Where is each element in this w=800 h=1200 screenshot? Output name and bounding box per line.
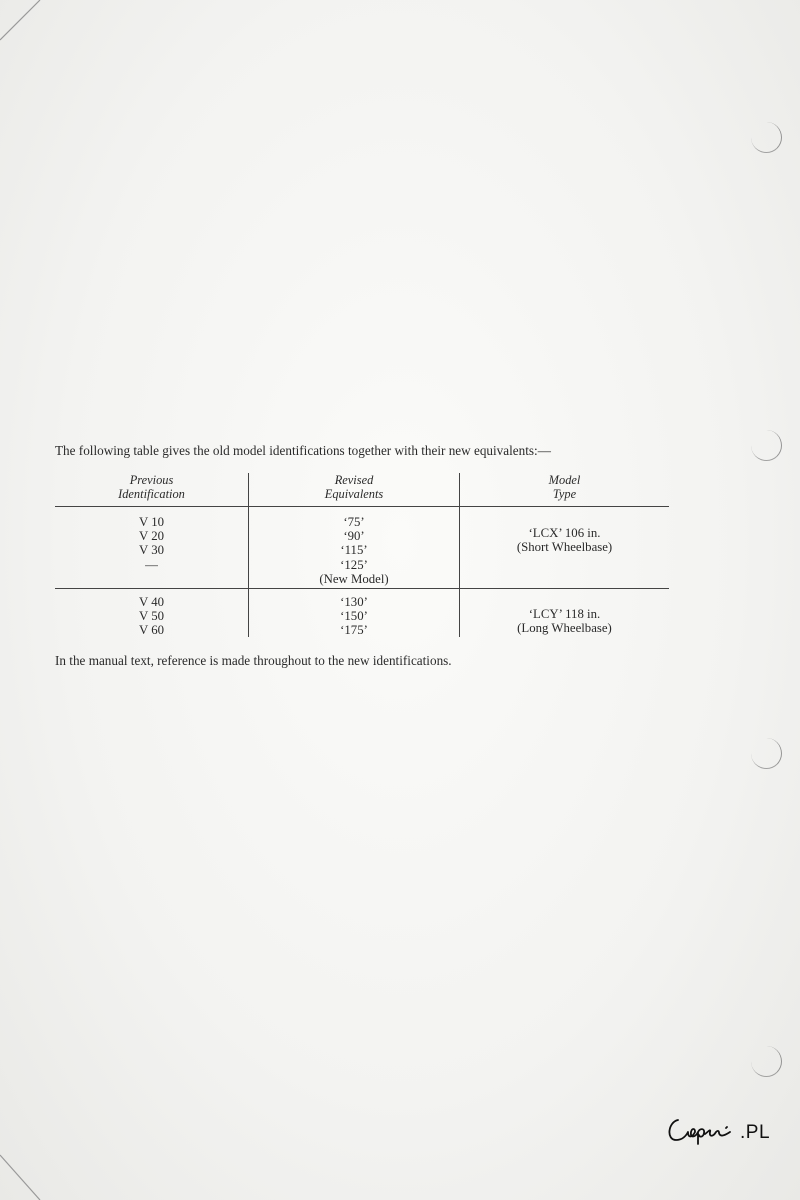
header-line: Identification (118, 487, 185, 501)
group-1-type-cell (460, 526, 669, 554)
revised-equivalent: ‘75’ (343, 515, 365, 529)
previous-id: V 10 (138, 515, 164, 529)
header-line: Model (548, 473, 581, 487)
revised-equivalent: ‘125’ (340, 557, 368, 572)
previous-id: V 60 (138, 623, 164, 638)
group-2-revised-cell (249, 595, 459, 638)
model-type: ‘LCX’ 106 in. (528, 526, 601, 540)
corner-fold-mark (0, 1140, 60, 1200)
header-rule (55, 506, 669, 507)
group-1-revised-cell (249, 515, 459, 586)
corner-fold-mark (0, 0, 60, 60)
header-line: Previous (129, 473, 174, 487)
header-line: Revised (334, 473, 374, 487)
header-line: Type (552, 487, 577, 501)
model-type: ‘LCY’ 118 in. (528, 607, 601, 621)
header-model-type (460, 473, 669, 501)
model-type: (Long Wheelbase) (517, 621, 612, 636)
previous-id: — (145, 557, 158, 572)
capri-pl-watermark-logo (664, 1110, 774, 1150)
capri-script-logo-icon (664, 1110, 744, 1150)
header-line: Equivalents (324, 487, 384, 501)
revised-equivalent: ‘115’ (340, 543, 368, 558)
previous-id: V 30 (138, 543, 164, 558)
punch-hole-mark (751, 430, 782, 461)
model-type: (Short Wheelbase) (516, 540, 613, 555)
header-previous-identification (55, 473, 248, 501)
punch-hole-mark (751, 122, 782, 153)
model-identification-table (55, 473, 669, 639)
revised-equivalent: ‘130’ (340, 595, 368, 609)
revised-equivalent: (New Model) (319, 571, 389, 586)
previous-id: V 50 (138, 609, 164, 624)
group-divider-rule (55, 588, 669, 589)
group-2-previous-cell (55, 595, 248, 638)
previous-id: V 20 (138, 529, 164, 544)
previous-id: V 40 (138, 595, 164, 609)
punch-hole-mark (751, 738, 782, 769)
footnote-paragraph: In the manual text, reference is made throughout to the new identifications. (55, 653, 452, 668)
logo-suffix: .PL (740, 1122, 771, 1143)
intro-paragraph: The following table gives the old model identifications together with their new equivalents:— (55, 443, 551, 458)
revised-equivalent: ‘90’ (343, 529, 365, 544)
group-1-previous-cell (55, 515, 248, 572)
revised-equivalent: ‘175’ (340, 623, 368, 638)
revised-equivalent: ‘150’ (340, 609, 368, 624)
header-revised-equivalents (249, 473, 459, 501)
group-2-type-cell (460, 607, 669, 635)
punch-hole-mark (751, 1046, 782, 1077)
